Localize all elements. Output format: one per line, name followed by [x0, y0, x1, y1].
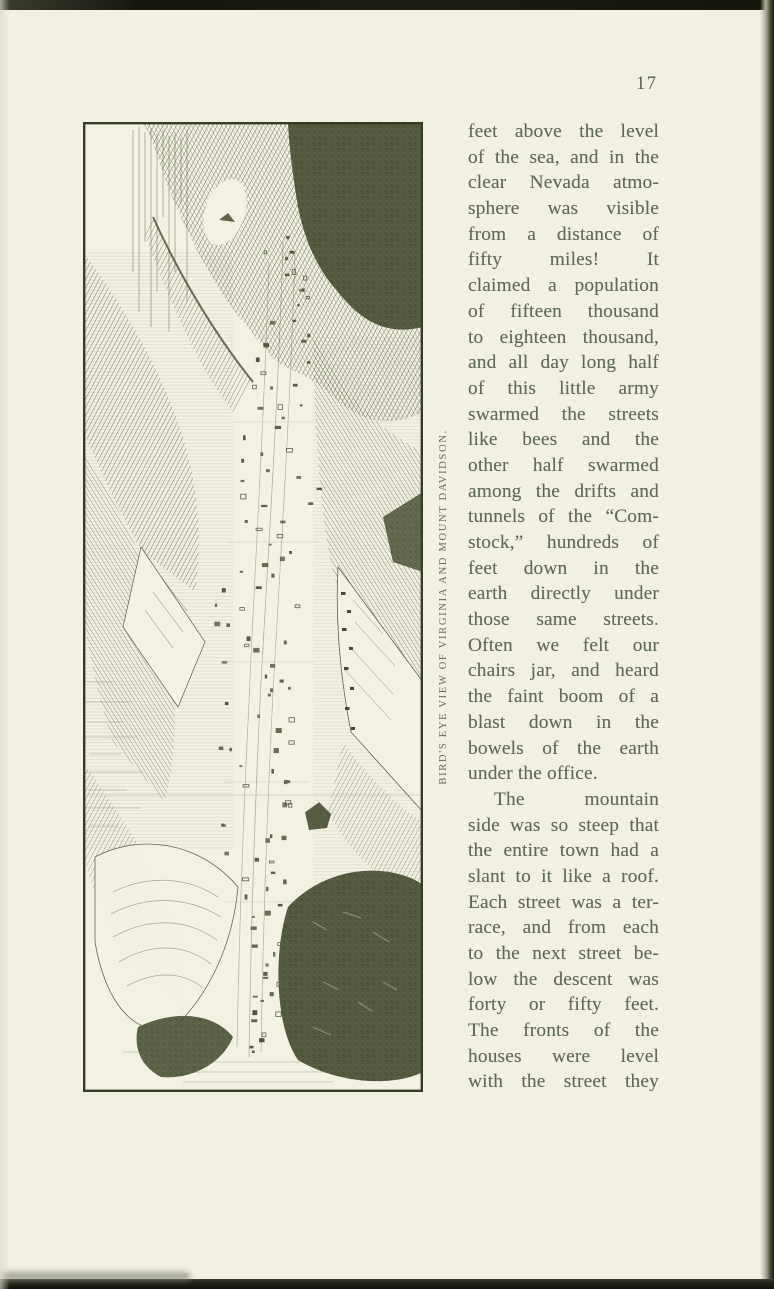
- text-line: Each street was a ter-: [468, 891, 659, 913]
- text-line: sphere was visible: [468, 198, 659, 220]
- text-line: tunnels of the “Com-: [468, 506, 659, 528]
- paragraph-2: [468, 787, 659, 1095]
- text-line: the faint boom of a: [468, 686, 659, 708]
- text-line: Often we felt our: [468, 634, 659, 656]
- text-line: blast down in the: [468, 711, 659, 733]
- text-line: claimed a population: [468, 275, 659, 297]
- paragraph-1: [468, 119, 659, 787]
- text-line: with the street they: [468, 1071, 659, 1093]
- engraving-illustration: [83, 122, 423, 1092]
- scan-edge-smudge: [0, 1272, 190, 1281]
- text-line: like bees and the: [468, 429, 659, 451]
- text-line: to the next street be-: [468, 943, 659, 964]
- text-line: of fifteen thousand: [468, 300, 659, 322]
- text-line: under the office.: [468, 763, 598, 785]
- text-line: swarmed the streets: [468, 403, 659, 425]
- text-line: stock,” hundreds of: [468, 532, 659, 553]
- scan-edge-right: [760, 0, 774, 1289]
- text-line: earth directly under: [468, 583, 659, 605]
- text-line: feet down in the: [468, 557, 659, 579]
- text-line: feet above the level: [468, 121, 659, 142]
- text-line: low the descent was: [468, 968, 659, 990]
- text-line: of the sea, and in the: [468, 146, 659, 168]
- text-line: other half swarmed: [468, 454, 659, 476]
- text-line: fifty miles! It: [468, 249, 659, 271]
- text-line: to eighteen thousand,: [468, 326, 659, 348]
- illustration-caption: [432, 122, 454, 1092]
- text-line: race, and from each: [468, 917, 659, 939]
- scan-edge-top: [0, 0, 774, 10]
- body-text-column: [468, 119, 659, 1095]
- text-line: of this little army: [468, 377, 659, 399]
- page-number: 17: [636, 74, 658, 94]
- scan-edge-left: [0, 0, 10, 1289]
- caption-text: BIRD'S EYE VIEW OF VIRGINIA AND MOUNT DAVIDSON.: [437, 429, 449, 785]
- text-line: houses were level: [468, 1045, 659, 1067]
- text-line: side was so steep that: [468, 814, 659, 836]
- text-line: slant to it like a roof.: [468, 865, 659, 887]
- text-line: chairs jar, and heard: [468, 660, 659, 682]
- text-line: those same streets.: [468, 609, 659, 631]
- text-line: and all day long half: [468, 352, 659, 374]
- text-line: the entire town had a: [468, 840, 659, 862]
- text-line: The mountain: [494, 788, 659, 810]
- text-line: bowels of the earth: [468, 737, 659, 759]
- text-line: among the drifts and: [468, 480, 659, 502]
- text-line: The fronts of the: [468, 1020, 659, 1042]
- text-line: from a distance of: [468, 223, 659, 245]
- text-line: clear Nevada atmo-: [468, 172, 659, 194]
- text-line: forty or fifty feet.: [468, 994, 659, 1016]
- engraving-svg: [83, 122, 423, 1092]
